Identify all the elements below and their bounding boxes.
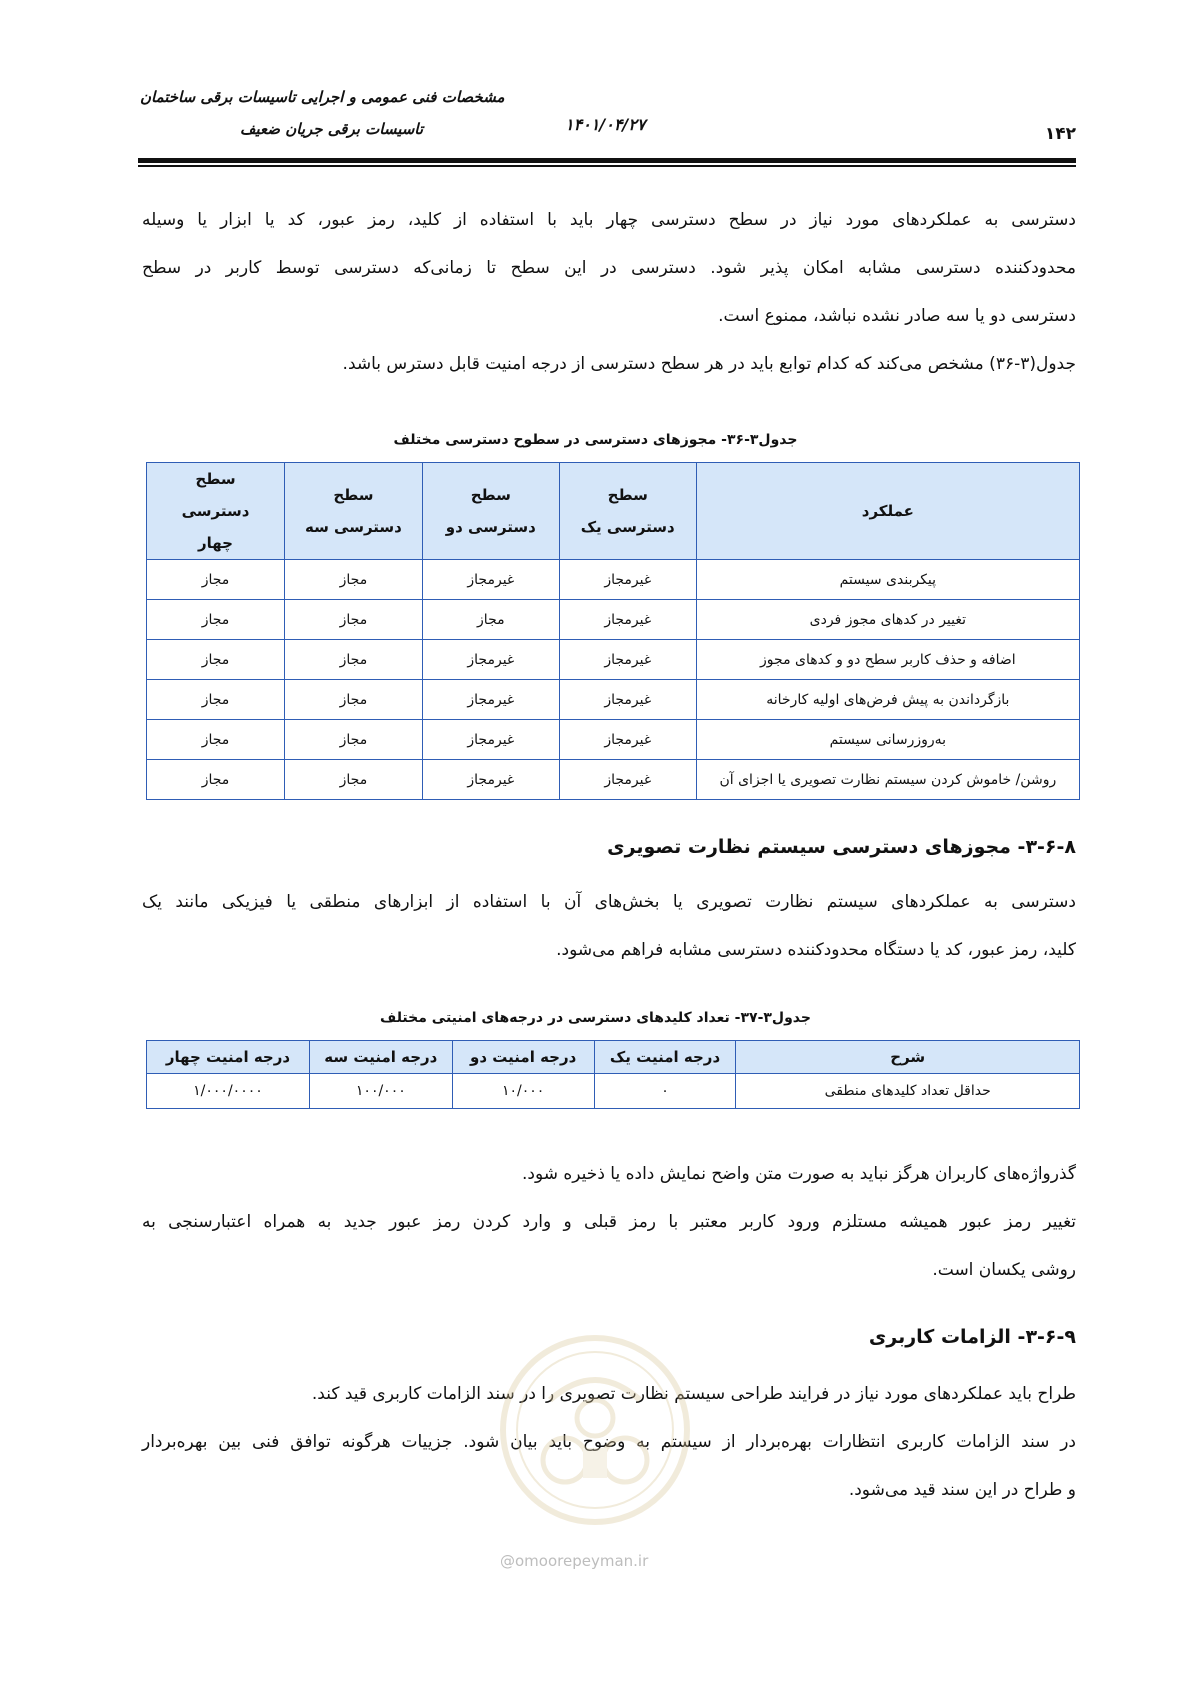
column-header-text: سطح دسترسی چهار (181, 470, 250, 552)
watermark-url: @omoorepeyman.ir (500, 1552, 649, 1570)
column-header-text: سطح دسترسی دو (445, 486, 536, 536)
paragraph-line: تغییر رمز عبور همیشه مستلزم ورود کاربر معتبر با رمز قبلی و وارد کردن رمز عبور جدید به همراه اعتبارسنجی به (142, 1212, 1076, 1232)
access-keys-table (146, 1040, 1080, 1109)
table-cell: مجاز (284, 560, 422, 600)
table-cell: مجاز (147, 760, 285, 800)
paragraph-line: کلید، رمز عبور، کد یا دستگاه محدودکننده دسترسی مشابه فراهم می‌شود. (556, 940, 1076, 960)
column-header (559, 463, 696, 560)
table-cell: غیرمجاز (559, 680, 696, 720)
table-cell: اضافه و حذف کاربر سطح دو و کدهای مجوز (696, 640, 1079, 680)
page-number: ۱۴۲ (1044, 124, 1076, 144)
table-row (147, 760, 1080, 800)
table-row (147, 1074, 1080, 1109)
header-titles (140, 88, 560, 138)
column-header-text: سطح دسترسی یک (580, 486, 675, 536)
section8-paragraph (142, 878, 1076, 974)
table-cell: غیرمجاز (559, 720, 696, 760)
paragraph-line: طراح باید عملکردهای مورد نیاز در فرایند طراحی سیستم نظارت تصویری را در سند الزامات کاربری قید کند. (311, 1384, 1076, 1404)
paragraph-line: دسترسی به عملکردهای مورد نیاز در سطح دسترسی چهار باید با استفاده از کلید، رمز عبور، کد یا ابزار یا وسیله (142, 210, 1076, 230)
table-cell: مجاز (284, 720, 422, 760)
column-header (147, 463, 285, 560)
paragraph-line: روشی یکسان است. (932, 1260, 1076, 1280)
table-cell: مجاز (284, 640, 422, 680)
header-date: ۱۴۰۱/۰۴/۲۷ (565, 115, 646, 134)
paragraph-line: و طراح در این سند قید می‌شود. (848, 1480, 1076, 1500)
table-cell: غیرمجاز (559, 640, 696, 680)
table-header-row (147, 463, 1080, 560)
column-header (422, 463, 559, 560)
table-cell: غیرمجاز (559, 760, 696, 800)
table-cell: ۱۰/۰۰۰ (452, 1074, 594, 1109)
access-permissions-table (146, 462, 1080, 800)
header-title: مشخصات فنی عمومی و اجرایی تاسیسات برقی ساختمان (140, 88, 505, 106)
table-header-row (147, 1041, 1080, 1074)
table-row (147, 600, 1080, 640)
header-rule-thin (138, 165, 1076, 167)
table-cell: غیرمجاز (422, 640, 559, 680)
table-row (147, 640, 1080, 680)
table-cell: مجاز (422, 600, 559, 640)
table-cell: مجاز (147, 600, 285, 640)
paragraph-line: جدول(۳-۳۶) مشخص می‌کند که کدام توابع باید در هر سطح دسترسی از درجه امنیت قابل دسترس باشد. (342, 354, 1076, 374)
paragraph-line: دسترسی دو یا سه صادر نشده نباشد، ممنوع است. (718, 306, 1076, 326)
table-row (147, 720, 1080, 760)
table-cell: مجاز (147, 680, 285, 720)
column-header: درجه امنیت یک (594, 1041, 736, 1074)
paragraph-line: دسترسی به عملکردهای سیستم نظارت تصویری یا بخش‌های آن با استفاده از ابزارهای منطقی یا فیزیکی مانند یک (142, 892, 1076, 912)
watermark-logo (495, 1330, 695, 1530)
header-rule-thick (138, 158, 1076, 163)
table-row (147, 560, 1080, 600)
column-header: عملکرد (696, 463, 1079, 560)
table-cell: غیرمجاز (422, 680, 559, 720)
column-header-text: سطح دسترسی سه (304, 486, 402, 536)
section-heading: ۳-۶-۹- الزامات کاربری (868, 1326, 1076, 1348)
table-cell: مجاز (284, 760, 422, 800)
table-cell: روشن/ خاموش کردن سیستم نظارت تصویری یا اجزای آن (696, 760, 1079, 800)
table-cell: بازگرداندن به پیش فرض‌های اولیه کارخانه (696, 680, 1079, 720)
table-cell: مجاز (147, 720, 285, 760)
table-row (147, 680, 1080, 720)
column-header: شرح (736, 1041, 1080, 1074)
table-cell: تغییر در کدهای مجوز فردی (696, 600, 1079, 640)
column-header (284, 463, 422, 560)
table-cell: حداقل تعداد کلیدهای منطقی (736, 1074, 1080, 1109)
table-cell: ۱/۰۰۰/۰۰۰۰ (147, 1074, 310, 1109)
column-header: درجه امنیت چهار (147, 1041, 310, 1074)
paragraph-line: محدودکننده دسترسی مشابه امکان پذیر شود. دسترسی در این سطح تا زمانی‌که دسترسی توسط کاربر در سطح (142, 258, 1076, 278)
table-cell: ۱۰۰/۰۰۰ (309, 1074, 452, 1109)
intro-paragraph (142, 196, 1076, 388)
table-cell: پیکربندی سیستم (696, 560, 1079, 600)
table-cell: مجاز (147, 560, 285, 600)
table-cell: غیرمجاز (422, 720, 559, 760)
column-header: درجه امنیت سه (309, 1041, 452, 1074)
paragraph-line: گذرواژه‌های کاربران هرگز نباید به صورت متن واضح نمایش داده یا ذخیره شود. (521, 1164, 1076, 1184)
passwords-paragraph (142, 1150, 1076, 1294)
paragraph-line: در سند الزامات کاربری انتظارات بهره‌بردار از سیستم به وضوح باید بیان شود. جزییات هرگونه توافق فنی بین بهره‌بردار (142, 1432, 1076, 1452)
table-cell: مجاز (147, 640, 285, 680)
table-cell: غیرمجاز (422, 760, 559, 800)
table-cell: غیرمجاز (559, 560, 696, 600)
table2-caption: جدول۳-۳۷- تعداد کلیدهای دسترسی در درجه‌های امنیتی مختلف (380, 1010, 811, 1026)
table-cell: غیرمجاز (422, 560, 559, 600)
table-cell: غیرمجاز (559, 600, 696, 640)
table-cell: مجاز (284, 600, 422, 640)
column-header: درجه امنیت دو (452, 1041, 594, 1074)
table1-caption: جدول۳-۳۶- مجوزهای دسترسی در سطوح دسترسی مختلف (393, 432, 798, 448)
table-cell: ۰ (594, 1074, 736, 1109)
section-heading: ۳-۶-۸- مجوزهای دسترسی سیستم نظارت تصویری (607, 836, 1076, 858)
table-cell: مجاز (284, 680, 422, 720)
header-subtitle: تاسیسات برقی جریان ضعیف (240, 120, 424, 138)
table-cell: به‌روزرسانی سیستم (696, 720, 1079, 760)
